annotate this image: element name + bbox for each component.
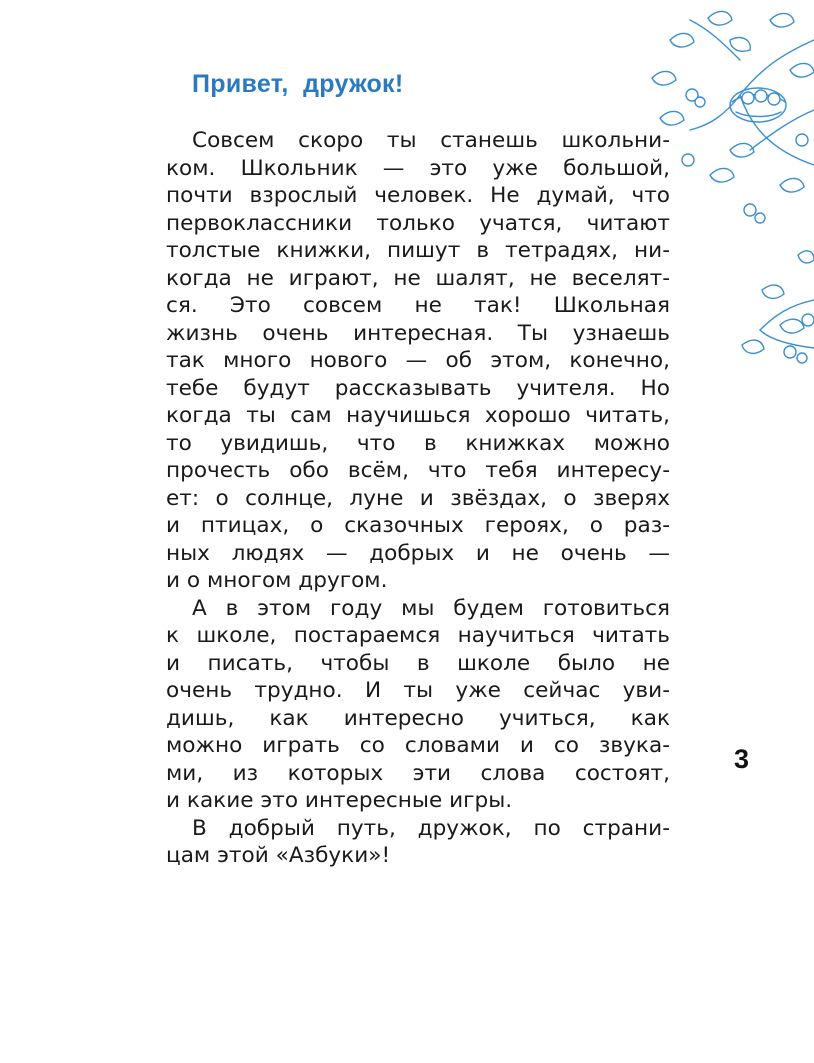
text-line: В добрый путь, дружок, по страни- bbox=[192, 815, 670, 841]
text-line: когда ты сам научишься хорошо читать, bbox=[166, 403, 670, 428]
text-line: и писать, чтобы в школе было не bbox=[166, 650, 670, 676]
text-line: и птицах, о сказочных героях, о раз- bbox=[166, 513, 670, 538]
text-line: цам этой «Азбуки»! bbox=[166, 843, 391, 868]
text-line: ных людях — добрых и не очень — bbox=[166, 540, 670, 566]
text-line: и о многом другом. bbox=[166, 568, 388, 593]
text-line: ет: о солнце, луне и звёздах, о зверях bbox=[166, 485, 670, 511]
text-line: первоклассники только учатся, читают bbox=[166, 210, 670, 236]
text-line: прочесть обо всём, что тебя интересу- bbox=[166, 458, 670, 483]
text-line: можно играть со словами и со звука- bbox=[166, 733, 670, 758]
text-line: толстые книжки, пишут в тетрадях, ни- bbox=[166, 238, 670, 263]
text-line: Совсем скоро ты станешь школьни- bbox=[192, 128, 670, 153]
text-line: так много нового — об этом, конечно, bbox=[166, 348, 670, 373]
text-line: ком. Школьник — это уже большой, bbox=[166, 155, 670, 181]
page-number: 3 bbox=[734, 744, 750, 774]
text-line: то увидишь, что в книжках можно bbox=[166, 430, 670, 456]
text-line: почти взрослый человек. Не думай, что bbox=[166, 183, 670, 208]
text-line: когда не играют, не шалят, не веселят- bbox=[166, 265, 670, 291]
floral-branch-icon bbox=[630, 0, 814, 370]
text-line: А в этом году мы будем готовиться bbox=[192, 595, 670, 621]
text-line: жизнь очень интересная. Ты узнаешь bbox=[166, 320, 670, 346]
text-line: дишь, как интересно учиться, как bbox=[166, 705, 670, 731]
text-line: ми, из которых эти слова состоят, bbox=[166, 760, 670, 786]
text-line: и какие это интересные игры. bbox=[166, 788, 513, 813]
page-title: Привет, дружок! bbox=[192, 70, 404, 98]
text-line: тебе будут рассказывать учителя. Но bbox=[166, 375, 670, 401]
text-line: к школе, постараемся научиться читать bbox=[166, 623, 670, 648]
text-line: очень трудно. И ты уже сейчас уви- bbox=[166, 678, 670, 703]
text-line: ся. Это совсем не так! Школьная bbox=[166, 293, 670, 318]
body-text bbox=[166, 127, 670, 870]
